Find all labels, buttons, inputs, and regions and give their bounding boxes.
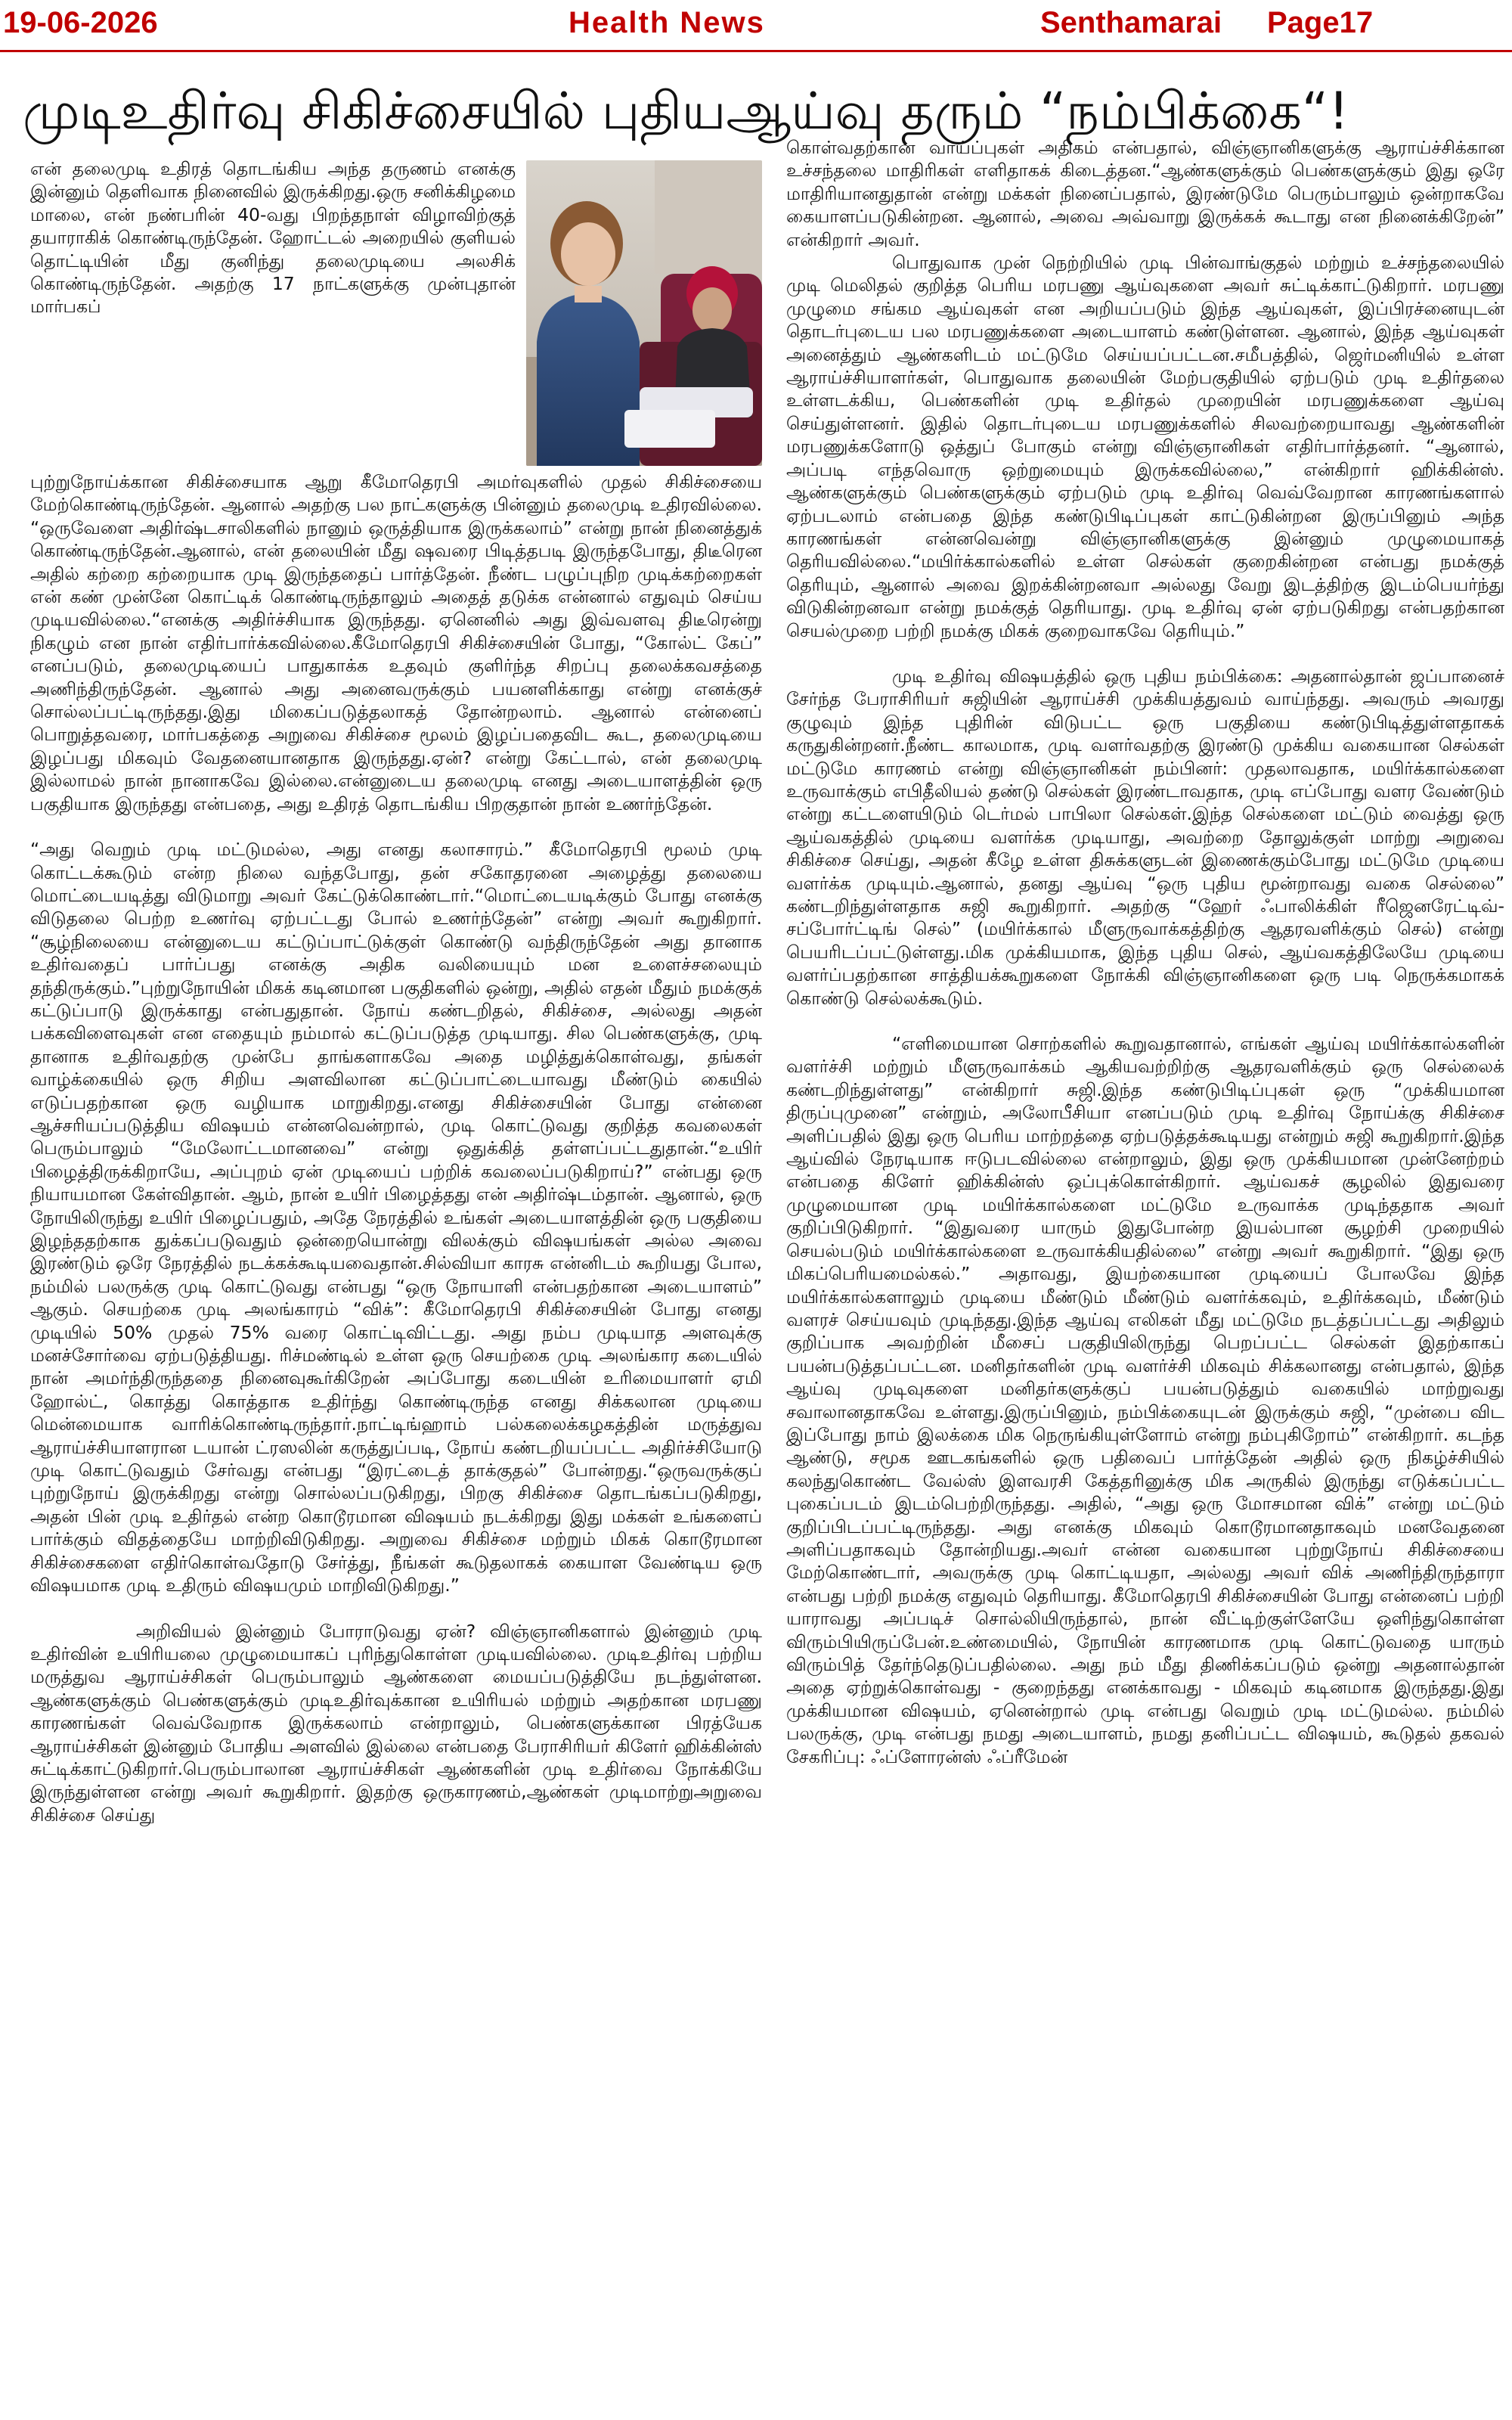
newspaper-name: Senthamarai <box>1040 6 1222 39</box>
hospital-photo-icon <box>526 160 762 466</box>
paragraph: முடி உதிர்வு விஷயத்தில் ஒரு புதிய நம்பிக்கை: அதனால்தான் ஜப்பானைச் சேர்ந்த பேராசிரியர் சுஜியின் ஆராய்ச்சி முக்கியத்துவம் வாய்ந்தது. அவரும் அவரது குழுவும் இந்த புதிரின் விடுபட்ட ஒரு பகுதியை கண்டுபிடித்துள்ளதாகக் கருதுகின்றனர்.நீண்ட காலமாக, முடி வளர்வதற்கு இரண்டு முக்கிய வகையான செல்கள் மட்டுமே காரணம் என்று விஞ்ஞானிகள் நம்பினர்: முதலாவதாக, மயிர்க்கால்களை உருவாக்கும் எபிதீலியல் தண்டு செல்கள் இரண்டாவதாக, முடி எப்போது வளர வேண்டும் என்று கட்டளையிடும் டெர்மல் பாபிலா செல்கள்.இந்த செல்களை மட்டும் வைத்து ஒரு ஆய்வகத்தில் முடியை வளர்க்க முடியாது, அவற்றை தோலுக்குள் மாற்று அறுவை சிகிச்சை செய்து, அதன் கீழே உள்ள திசுக்களுடன் இணைக்கும்போது மட்டுமே முடியை வளர்க்க முடியும்.ஆனால், தனது ஆய்வு “ஒரு புதிய மூன்றாவது வகை செல்லை” கண்டறிந்துள்ளதாக சுஜி கூறுகிறார். அதற்கு “ஹேர் ஃபாலிக்கிள் ரீஜெனரேட்டிவ்-சப்போர்ட்டிங் செல்” (மயிர்க்கால் மீளுருவாக்கத்திற்கு ஆதரவளிக்கும் செல்) என்று பெயரிடப்பட்டுள்ளது.மிக முக்கியமாக, இந்த புதிய செல், ஆய்வகத்திலேயே முடியை வளர்ப்பதற்கான சாத்தியக்கூறுகளை நோக்கி விஞ்ஞானிகளை ஒரு படி நெருக்கமாகக் கொண்டு செல்லக்கூடும். <box>786 665 1504 1009</box>
issue-date: 19-06-2026 <box>3 6 158 39</box>
paragraph: அறிவியல் இன்னும் போராடுவது ஏன்? விஞ்ஞானிகளால் இன்னும் முடி உதிர்வின் உயிரியலை முழுமையாகப் புரிந்துகொள்ள முடியவில்லை. முடிஉதிர்வு பற்றிய மருத்துவ ஆராய்ச்சிகள் பெரும்பாலும் ஆண்களை மையப்படுத்தியே நடந்துள்ளன. ஆண்களுக்கும் பெண்களுக்கும் முடிஉதிர்வுக்கான உயிரியல் மற்றும் அதற்கான மரபணு காரணங்கள் வெவ்வேறாக இருக்கலாம் என்றாலும், பெண்களுக்கான பிரத்யேக ஆராய்ச்சிகள் இன்னும் போதிய அளவில் இல்லை என்பதை பேராசிரியர் கிளேர் ஹிக்கின்ஸ் சுட்டிக்காட்டுகிறார்.பெரும்பாலான ஆராய்ச்சிகள் ஆண்களின் முடி உதிர்வை நோக்கியே இருந்துள்ளன என்று அவர் கூறுகிறார். இதற்கு ஒருகாரணம்,ஆண்கள் முடிமாற்றுஅறுவை சிகிச்சை செய்து <box>30 1620 762 1826</box>
paragraph: புற்றுநோய்க்கான சிகிச்சையாக ஆறு கீமோதெரபி அமர்வுகளில் முதல் சிகிச்சையை மேற்கொண்டிருந்தேன். ஆனால் அதற்கு பல நாட்களுக்கு பின்னும் தலைமுடி உதிரவில்லை. “ஒருவேளை அதிர்ஷ்டசாலிகளில் நானும் ஒருத்தியாக இருக்கலாம்” என்று நான் நினைத்துக் கொண்டிருந்தேன்.ஆனால், என் தலையின் மீது ஷவரை பிடித்தபடி இருந்தபோது, திடீரென அதில் கற்றை கற்றையாக முடி இருந்ததைப் பார்த்தேன். நீண்ட பழுப்புநிற முடிக்கற்றைகள் என் கண் முன்னே கொட்டிக் கொண்டிருந்தாலும் அதைத் தடுக்க என்னால் எதுவும் செய்ய முடியவில்லை.“எனக்கு அதிர்ச்சியாக இருந்தது. ஏனெனில் அது இவ்வளவு திடீரென்று நிகழும் என நான் எதிர்பார்க்கவில்லை.கீமோதெரபி சிகிச்சையின் போது, “கோல்ட் கேப்” எனப்படும், தலைமுடியைப் பாதுகாக்க உதவும் குளிர்ந்த சிறப்பு தலைக்கவசத்தை அணிந்திருந்தேன். ஆனால் அது அனைவருக்கும் பயனளிக்காது என்று எனக்குச் சொல்லப்பட்டிருந்தது.இது மிகைப்படுத்தலாகத் தோன்றலாம். ஆனால் என்னைப் பொறுத்தவரை, மார்பகத்தை அறுவை சிகிச்சை மூலம் இழப்பதைவிட கூட, தலைமுடியை இழப்பது மிகவும் வேதனையானதாக இருந்தது.ஏன்? என்று கேட்டால், என் தலைமுடி இல்லாமல் நான் நானாகவே இல்லை.என்னுடைய தலைமுடி எனது அடையாளத்தின் ஒரு பகுதியாக இருந்தது என்பதை, அது உதிரத் தொடங்கிய பிறகுதான் நான் உணர்ந்தேன். <box>30 471 762 814</box>
article-column-1 <box>30 470 762 2418</box>
paragraph: கொள்வதற்கான வாய்ப்புகள் அதிகம் என்பதால், விஞ்ஞானிகளுக்கு ஆராய்ச்சிக்கான உச்சந்தலை மாதிரிகள் எளிதாகக் கிடைத்தன.“ஆண்களுக்கும் பெண்களுக்கும் இது ஒரே மாதிரியானதுதான் என்று மக்கள் நினைப்பதால், இரண்டுமே பெரும்பாலும் ஒன்றாகவே கையாளப்படுகின்றன. ஆனால், அவை அவ்வாறு இருக்கக் கூடாது என நினைக்கிறேன்” என்கிறார் அவர். <box>786 137 1504 250</box>
section-name: Health News <box>569 6 765 39</box>
photo-image <box>526 160 762 466</box>
paragraph: “அது வெறும் முடி மட்டுமல்ல, அது எனது கலாசாரம்.” கீமோதெரபி மூலம் முடி கொட்டக்கூடும் என்ற நிலை வந்தபோது, தன் சகோதரனை அழைத்து தலையை மொட்டையடித்து விடுமாறு அவர் கேட்டுக்கொண்டார்.“மொட்டையடிக்கும் போது எனக்கு விடுதலை பெற்ற உணர்வு ஏற்பட்டது போல் உணர்ந்தேன்” என்று அவர் கூறுகிறார். “சூழ்நிலையை என்னுடைய கட்டுப்பாட்டுக்குள் கொண்டு வந்திருந்தேன் அது தானாக உதிர்வதைப் பார்ப்பது எனக்கு அதிக வலியையும் மன உளைச்சலையும் தந்திருக்கும்.”புற்றுநோயின் மிகக் கடினமான பகுதிகளில் ஒன்று, அதில் எதன் மீதும் நமக்குக் கட்டுப்பாடு இருக்காது என்பதுதான். நோய் கண்டறிதல், சிகிச்சை, அல்லது அதன் பக்கவிளைவுகள் என எதையும் நம்மால் கட்டுப்படுத்த முடியாது. சில பெண்களுக்கு, முடி தானாக உதிர்வதற்கு முன்பே தாங்களாகவே அதை மழித்துக்கொள்வது, தங்கள் வாழ்க்கையில் ஒரு சிறிய அளவிலான கட்டுப்பாட்டையாவது மீண்டும் கையில் எடுப்பதற்கான ஒரு வழியாக மாறுகிறது.எனது சிகிச்சையின் போது என்னை ஆச்சரியப்படுத்திய விஷயம் என்னவென்றால், முடி கொட்டுவது குறித்த கவலைகள் பெரும்பாலும் “மேலோட்டமானவை” என்று ஒதுக்கித் தள்ளப்பட்டதுதான்.“உயிர் பிழைத்திருக்கிறாயே, அப்புறம் ஏன் முடியைப் பற்றிக் கவலைப்படுகிறாய்?” என்பது ஒரு நியாயமான கேள்விதான். ஆம், நான் உயிர் பிழைத்தது என் அதிர்ஷ்டம்தான். ஆனால், ஒரு நோயிலிருந்து உயிர் பிழைப்பதும், அதே நேரத்தில் உங்கள் அடையாளத்தின் ஒரு பகுதியை இழந்ததற்காக துக்கப்படுவதும் ஒன்றையொன்று விலக்கும் விஷயங்கள் அல்ல அவை இரண்டும் ஒரே நேரத்தில் நடக்கக்கூடியவைதான்.சில்வியா காரசு என்னிடம் கூறியது போல, நம்மில் பலருக்கு முடி கொட்டுவது என்பது “ஒரு நோயாளி என்பதற்கான அடையாளம்” ஆகும். செயற்கை முடி அலங்காரம் “விக்”: கீமோதெரபி சிகிச்சையின் போது எனது முடியில் 50% முதல் 75% வரை கொட்டிவிட்டது. அது நம்ப முடியாத அளவுக்கு மனச்சோர்வை ஏற்படுத்தியது. ரிச்மண்டில் உள்ள ஒரு செயற்கை முடி அலங்கார கடையில் நான் அமர்ந்திருந்ததை நினைவுகூர்கிறேன் அப்போது கடையின் உரிமையாளர் ஏமி ஹோல்ட், கொத்து கொத்தாக உதிர்ந்து கொண்டிருந்த எனது சிக்கலான முடியை மென்மையாக வாரிக்கொண்டிருந்தார்.நாட்டிங்ஹாம் பல்கலைக்கழகத்தின் மருத்துவ ஆராய்ச்சியாளரான டயான் ட்ரஸலின் கருத்துப்படி, நோய் கண்டறியப்பட்ட அதிர்ச்சியோடு முடி கொட்டுவதும் சேர்வது என்பது “இரட்டைத் தாக்குதல்” போன்றது.“ஒருவருக்குப் புற்றுநோய் இருக்கிறது என்று சொல்லப்படுகிறது, பிறகு சிகிச்சை தொடங்கப்படுகிறது, அதன் பின் முடி உதிர்தல் என்ற கொடூரமான விஷயம் நடக்கிறது இது மக்கள் உங்களைப் பார்க்கும் விதத்தையே மாற்றிவிடுகிறது. அறுவை சிகிச்சை மற்றும் மிகக் கொடூரமான சிகிச்சைகளை எதிர்கொள்வதோடு சேர்த்து, நீங்கள் கூடுதலாகக் கையாள வேண்டிய ஒரு விஷயமாக முடி உதிரும் விஷயமும் மாறிவிடுகிறது.” <box>30 839 762 1596</box>
page-header <box>0 0 1512 52</box>
article-column-2 <box>786 136 1504 2417</box>
paragraph: பொதுவாக முன் நெற்றியில் முடி பின்வாங்குதல் மற்றும் உச்சந்தலையில் முடி மெலிதல் குறித்த பெரிய மரபணு ஆய்வுகளை அவர் சுட்டிக்காட்டுகிறார். மரபணு முழுமை சங்கம ஆய்வுகள் என அறியப்படும் இந்த ஆய்வுகள், இப்பிரச்னையுடன் தொடர்புடைய பல மரபணுக்களை அடையாளம் கண்டுள்ளன. ஆனால், இந்த ஆய்வுகள் அனைத்தும் ஆண்களிடம் மட்டுமே செய்யப்பட்டன.சமீபத்தில், ஜெர்மனியில் உள்ள ஆராய்ச்சியாளர்கள், பொதுவாக தலையின் மேற்பகுதியில் ஏற்படும் முடி உதிர்தலை உள்ளடக்கிய, பெண்களின் முடி உதிர்தல் முறையின் மரபணுக்களை ஆய்வு செய்துள்ளனர். இதில் தொடர்புடைய மரபணுக்களில் சிலவற்றையாவது ஆண்களின் மரபணுக்களோடு ஒத்துப் போகும் என்று விஞ்ஞானிகள் எதிர்பார்த்தனர். “ஆனால், அப்படி எந்தவொரு ஒற்றுமையும் இருக்கவில்லை,” என்கிறார் ஹிக்கின்ஸ். ஆண்களுக்கும் பெண்களுக்கும் ஏற்படும் முடி உதிர்வு வெவ்வேறான காரணங்களால் ஏற்படலாம் என்பதை இந்த கண்டுபிடிப்புகள் காட்டுகின்றன இருப்பினும் அந்த காரணங்கள் என்னவென்று விஞ்ஞானிகளுக்கு இன்னும் முழுமையாகத் தெரியவில்லை.“மயிர்க்கால்களில் உள்ள செல்கள் குறைகின்றன என்பது நமக்குத் தெரியும், ஆனால் அவை இறக்கின்றனவா அல்லது வேறு இடத்திற்கு இடம்பெயர்ந்து விடுகின்றனவா என்று நமக்குத் தெரியாது. முடி உதிர்வு ஏன் ஏற்படுகிறது என்பதற்கான செயல்முறை பற்றி நமக்கு மிகக் குறைவாகவே தெரியும்.” <box>786 252 1504 641</box>
paragraph: என் தலைமுடி உதிரத் தொடங்கிய அந்த தருணம் எனக்கு இன்னும் தெளிவாக நினைவில் இருக்கிறது.ஒரு சனிக்கிழமை மாலை, என் நண்பரின் 40-வது பிறந்தநாள் விழாவிற்குத் தயாராகிக் கொண்டிருந்தேன். ஹோட்டல் அறையில் குளியல் தொட்டியின் மீது குனிந்து தலைமுடியை அலசிக் கொண்டிருந்தேன். அதற்கு 17 நாட்களுக்கு முன்புதான் மார்பகப் <box>30 158 516 318</box>
article-headline: முடிஉதிர்வு சிகிச்சையில் புதியஆய்வு தரும் “நம்பிக்கை“! <box>23 82 1349 141</box>
article-column-1-top <box>30 157 516 467</box>
paragraph: “எளிமையான சொற்களில் கூறுவதானால், எங்கள் ஆய்வு மயிர்க்கால்களின் வளர்ச்சி மற்றும் மீளுருவாக்கம் ஆகியவற்றிற்கு ஆதரவளிக்கும் ஒரு செல்லைக் கண்டறிந்துள்ளது” என்கிறார் சுஜி.இந்த கண்டுபிடிப்புகள் ஒரு “முக்கியமான திருப்புமுனை” என்றும், அலோபீசியா எனப்படும் முடி உதிர்வு நோய்க்கு சிகிச்சை அளிப்பதில் இது ஒரு பெரிய மாற்றத்தை ஏற்படுத்தக்கூடியது என்றும் சுஜி கூறுகிறார்.இந்த ஆய்வில் நேரடியாக ஈடுபடவில்லை என்றாலும், இது ஒரு முக்கியமான முன்னேற்றம் என்பதை கிளேர் ஹிக்கின்ஸ் ஒப்புக்கொள்கிறார். ஆய்வகச் சூழலில் இதுவரை முழுமையான முடி மயிர்க்கால்களை மட்டுமே உருவாக்க முடிந்ததாக அவர் குறிப்பிடுகிறார். “இதுவரை யாரும் இதுபோன்ற இயல்பான சூழற்சி முறையில் செயல்படும் மயிர்க்கால்களை உருவாக்கியதில்லை” என்று அவர் கூறுகிறார். “இது ஒரு மிகப்பெரியமைல்கல்.” அதாவது, இயற்கையான முடியைப் போலவே இந்த மயிர்க்கால்களாலும் முடியை மீண்டும் மீண்டும் வளர்க்கவும், உதிர்க்கவும், மீண்டும் வளரச் செய்யவும் முடிந்தது.இந்த ஆய்வு எலிகள் மீது மட்டுமே நடத்தப்பட்டது அதிலும் குறிப்பாக அவற்றின் மீசைப் பகுதியிலிருந்து பெறப்பட்ட செல்கள் இதற்காகப் பயன்படுத்தப்பட்டன. மனிதர்களின் முடி வளர்ச்சி மிகவும் சிக்கலானது என்பதால், இந்த ஆய்வு முடிவுகளை மனிதர்களுக்குப் பயன்படுத்தும் வகையில் மாற்றுவது சவாலானதாகவே உள்ளது.இருப்பினும், நம்பிக்கையுடன் இருக்கும் சுஜி, “முன்பை விட இப்போது நாம் இலக்கை மிக நெருங்கியுள்ளோம் என்று நம்புகிறோம்” என்கிறார். கடந்த ஆண்டு, சமூக ஊடகங்களில் ஒரு பதிவைப் பார்த்தேன் அதில் ஒரு நிகழ்ச்சியில் கலந்துகொண்ட வேல்ஸ் இளவரசி கேத்தரினுக்கு மிக அருகில் இருந்து எடுக்கப்பட்ட புகைப்படம் இடம்பெற்றிருந்தது. அதில், “அது ஒரு மோசமான விக்” என்று மட்டும் குறிப்பிடப்பட்டிருந்தது. அது எனக்கு மிகவும் கொடூரமானதாகவும் மனவேதனை அளிப்பதாகவும் தோன்றியது.அவர் என்ன வகையான புற்றுநோய் சிகிச்சையை மேற்கொண்டார், அவருக்கு முடி கொட்டியதா, அல்லது அவர் விக் அணிந்திருந்தாரா என்பது பற்றி நமக்கு எதுவும் தெரியாது. கீமோதெரபி சிகிச்சையின் போது என்னைப் பற்றி யாராவது அப்படிச் சொல்லியிருந்தால், நான் வீட்டிற்குள்ளேயே ஒளிந்துகொள்ள விரும்பியிருப்பேன்.உண்மையில், நோயின் காரணமாக முடி கொட்டுவதை யாரும் விரும்பித் தேர்ந்தெடுப்பதில்லை. அது நம் மீது திணிக்கப்படும் ஒன்று அதனால்தான் அதை ஏற்றுக்கொள்வது - குறைந்தது எனக்காவது - மிகவும் கடினமாக இருந்தது.இது முக்கியமான விஷயம், ஏனென்றால் முடி என்பது வெறும் முடி மட்டுமல்ல. நம்மில் பலருக்கு, முடி என்பது நமது அடையாளம், நமது தனிப்பட்ட விஷயம், கூடுதல் தகவல் சேகரிப்பு: ஃப்ளோரன்ஸ் ஃப்ரீமேன் <box>786 1033 1504 1767</box>
page-number: Page17 <box>1267 6 1374 39</box>
